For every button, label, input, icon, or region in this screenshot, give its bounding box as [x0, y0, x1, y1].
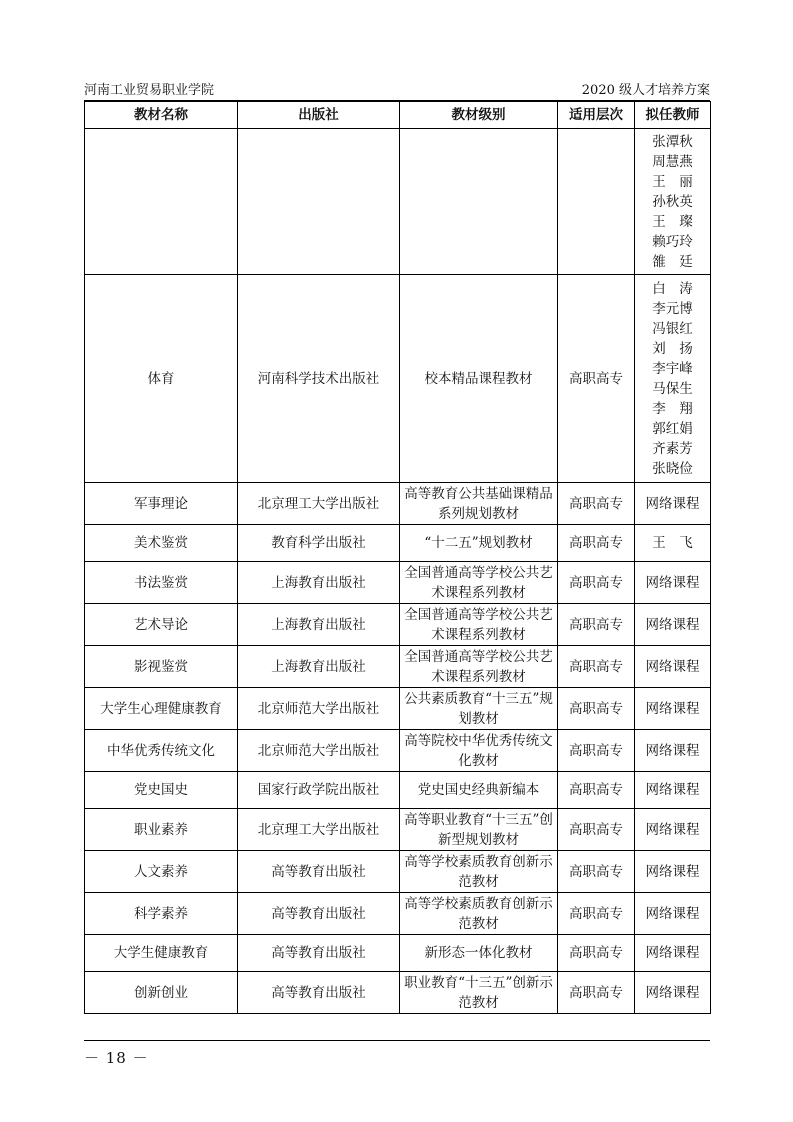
cell-publisher: 教育科学出版社	[238, 525, 400, 562]
cell-scope: 高职高专	[558, 525, 635, 562]
cell-publisher: 上海教育出版社	[238, 604, 400, 646]
cell-level: 全国普通高等学校公共艺术课程系列教材	[400, 562, 558, 604]
cell-level: 高等院校中华优秀传统文化教材	[400, 730, 558, 772]
cell-teacher: 网络课程	[635, 851, 711, 893]
cell-publisher	[238, 129, 400, 275]
cell-teacher: 网络课程	[635, 646, 711, 688]
teacher-name: 张晓俭	[652, 460, 693, 477]
institution-name: 河南工业贸易职业学院	[84, 83, 215, 98]
plan-title: 2020 级人才培养方案	[581, 83, 710, 98]
teacher-name: 齐素芳	[652, 440, 693, 457]
cell-level: 新形态一体化教材	[400, 935, 558, 972]
cell-publisher: 上海教育出版社	[238, 562, 400, 604]
cell-name: 艺术导论	[85, 604, 238, 646]
cell-scope: 高职高专	[558, 893, 635, 935]
cell-teachers	[635, 275, 711, 483]
cell-publisher: 河南科学技术出版社	[238, 275, 400, 483]
teacher-name: 雒 廷	[652, 253, 693, 270]
cell-scope: 高职高专	[558, 851, 635, 893]
cell-level: 全国普通高等学校公共艺术课程系列教材	[400, 646, 558, 688]
teacher-name: 郭红娟	[652, 420, 693, 437]
column-header: 拟任教师	[635, 102, 711, 129]
table-row	[85, 604, 711, 646]
cell-name: 大学生心理健康教育	[85, 688, 238, 730]
teacher-name: 白 涛	[652, 280, 693, 297]
cell-name: 人文素养	[85, 851, 238, 893]
teacher-name: 刘 扬	[652, 340, 693, 357]
cell-teacher: 网络课程	[635, 935, 711, 972]
cell-publisher: 高等教育出版社	[238, 893, 400, 935]
cell-scope: 高职高专	[558, 772, 635, 809]
page-footer	[84, 1040, 710, 1063]
table-row	[85, 483, 711, 525]
cell-name: 大学生健康教育	[85, 935, 238, 972]
column-header: 教材名称	[85, 102, 238, 129]
cell-teacher: 网络课程	[635, 688, 711, 730]
cell-name: 书法鉴赏	[85, 562, 238, 604]
cell-scope: 高职高专	[558, 646, 635, 688]
table-row	[85, 935, 711, 972]
cell-level: 高等学校素质教育创新示范教材	[400, 851, 558, 893]
teacher-name: 王 璨	[652, 213, 693, 230]
cell-level: 校本精品课程教材	[400, 275, 558, 483]
column-header: 教材级别	[400, 102, 558, 129]
cell-teacher: 网络课程	[635, 604, 711, 646]
cell-level: 高等教育公共基础课精品系列规划教材	[400, 483, 558, 525]
cell-name: 创新创业	[85, 972, 238, 1014]
cell-level: 职业教育“十三五”创新示范教材	[400, 972, 558, 1014]
cell-name: 美术鉴赏	[85, 525, 238, 562]
cell-scope: 高职高专	[558, 730, 635, 772]
teacher-name: 李元博	[652, 300, 693, 317]
cell-scope: 高职高专	[558, 562, 635, 604]
cell-publisher: 高等教育出版社	[238, 972, 400, 1014]
table-row	[85, 893, 711, 935]
cell-teacher: 网络课程	[635, 772, 711, 809]
cell-name: 职业素养	[85, 809, 238, 851]
cell-name: 中华优秀传统文化	[85, 730, 238, 772]
table-row	[85, 129, 711, 275]
cell-scope: 高职高专	[558, 275, 635, 483]
teacher-name: 赖巧玲	[652, 233, 693, 250]
cell-publisher: 北京理工大学出版社	[238, 483, 400, 525]
cell-scope: 高职高专	[558, 483, 635, 525]
cell-teacher: 网络课程	[635, 562, 711, 604]
cell-level: 高等职业教育“十三五”创新型规划教材	[400, 809, 558, 851]
cell-scope: 高职高专	[558, 688, 635, 730]
teacher-name: 李宇峰	[652, 360, 693, 377]
table-row	[85, 646, 711, 688]
column-header: 适用层次	[558, 102, 635, 129]
cell-scope: 高职高专	[558, 604, 635, 646]
table-row	[85, 730, 711, 772]
cell-publisher: 上海教育出版社	[238, 646, 400, 688]
cell-teachers	[635, 129, 711, 275]
cell-teacher: 网络课程	[635, 730, 711, 772]
cell-publisher: 北京理工大学出版社	[238, 809, 400, 851]
cell-publisher: 北京师范大学出版社	[238, 730, 400, 772]
cell-scope	[558, 129, 635, 275]
cell-publisher: 高等教育出版社	[238, 851, 400, 893]
teacher-name: 孙秋英	[652, 193, 693, 210]
cell-name: 党史国史	[85, 772, 238, 809]
teacher-name: 周慧燕	[652, 153, 693, 170]
table-row	[85, 809, 711, 851]
cell-name: 影视鉴赏	[85, 646, 238, 688]
cell-level	[400, 129, 558, 275]
cell-teacher: 网络课程	[635, 893, 711, 935]
table-row	[85, 275, 711, 483]
cell-level: 公共素质教育“十三五”规划教材	[400, 688, 558, 730]
teacher-name: 冯银红	[652, 320, 693, 337]
cell-scope: 高职高专	[558, 935, 635, 972]
page-header	[84, 78, 710, 101]
page-number: － 18 －	[84, 1049, 149, 1067]
cell-publisher: 国家行政学院出版社	[238, 772, 400, 809]
teacher-name: 李 翔	[652, 400, 693, 417]
cell-level: 高等学校素质教育创新示范教材	[400, 893, 558, 935]
table-row	[85, 972, 711, 1014]
cell-teacher: 网络课程	[635, 972, 711, 1014]
cell-publisher: 高等教育出版社	[238, 935, 400, 972]
cell-publisher: 北京师范大学出版社	[238, 688, 400, 730]
table-row	[85, 851, 711, 893]
teacher-name: 王 丽	[652, 173, 693, 190]
cell-level: 党史国史经典新编本	[400, 772, 558, 809]
cell-name: 军事理论	[85, 483, 238, 525]
column-header: 出版社	[238, 102, 400, 129]
teacher-name: 张潭秋	[652, 133, 693, 150]
cell-level: “十二五”规划教材	[400, 525, 558, 562]
cell-level: 全国普通高等学校公共艺术课程系列教材	[400, 604, 558, 646]
cell-teacher: 王 飞	[635, 525, 711, 562]
cell-teacher: 网络课程	[635, 809, 711, 851]
table-row	[85, 562, 711, 604]
cell-teacher: 网络课程	[635, 483, 711, 525]
cell-scope: 高职高专	[558, 972, 635, 1014]
table-row	[85, 525, 711, 562]
cell-name	[85, 129, 238, 275]
table-row	[85, 688, 711, 730]
cell-name: 科学素养	[85, 893, 238, 935]
cell-name: 体育	[85, 275, 238, 483]
table-header-row	[85, 102, 711, 129]
textbook-table	[84, 101, 711, 1014]
teacher-name: 马保生	[652, 380, 693, 397]
cell-scope: 高职高专	[558, 809, 635, 851]
table-row	[85, 772, 711, 809]
